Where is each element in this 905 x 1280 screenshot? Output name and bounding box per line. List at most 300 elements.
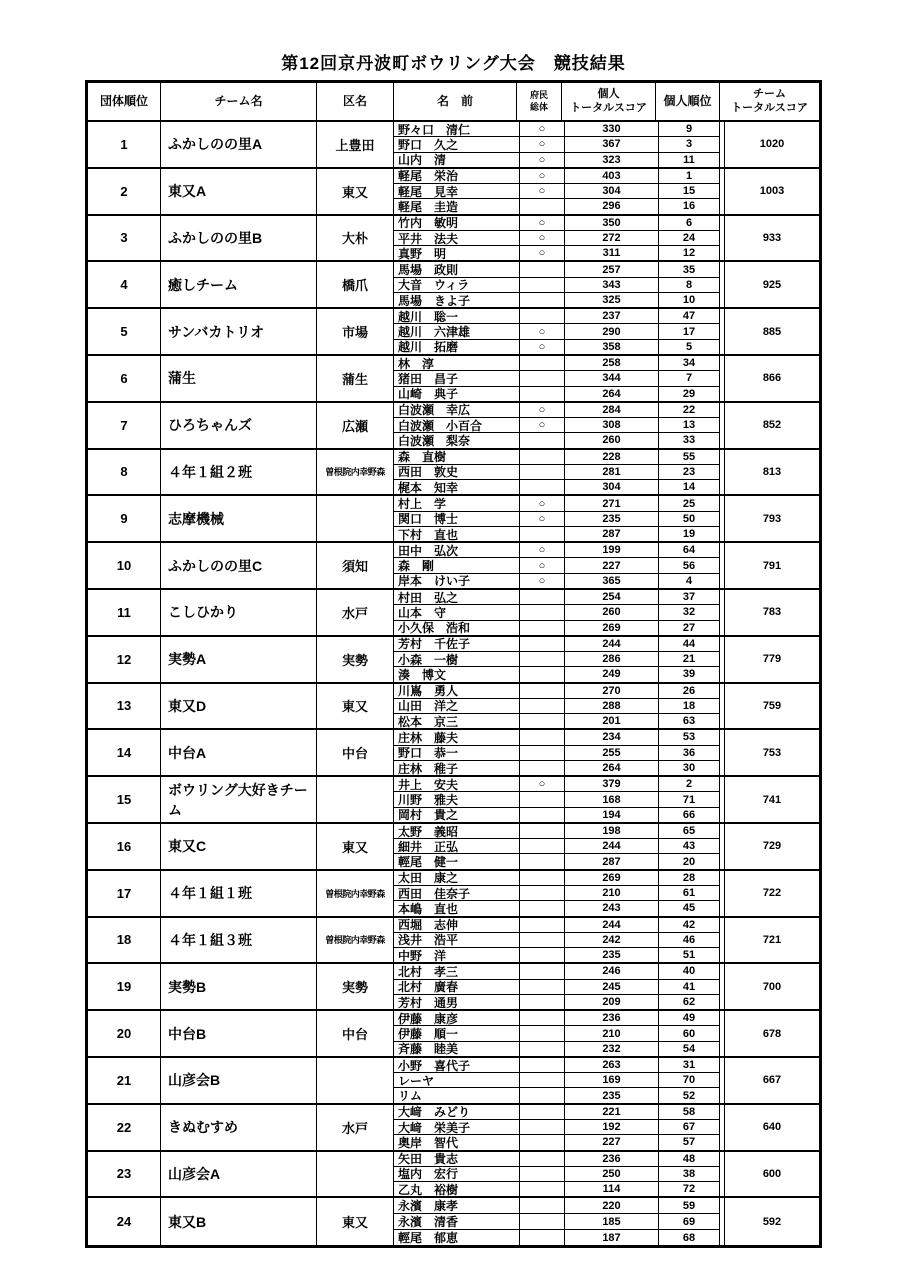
fumin-sotai-mark-cell: ○ bbox=[520, 324, 565, 338]
fumin-sotai-mark-cell bbox=[520, 964, 565, 978]
district-cell: 実勢 bbox=[317, 964, 394, 1009]
individual-total-score-cell: 308 bbox=[565, 418, 659, 432]
team-row bbox=[88, 543, 819, 590]
fumin-sotai-mark-cell bbox=[520, 1088, 565, 1102]
individual-rank-cell: 17 bbox=[659, 324, 720, 338]
member-name-cell: 岸本 けい子 bbox=[394, 574, 520, 588]
fumin-sotai-mark-cell bbox=[520, 527, 565, 541]
individual-total-score-cell: 379 bbox=[565, 777, 659, 791]
team-total-score-cell: 783 bbox=[724, 590, 819, 635]
member-row bbox=[394, 1073, 720, 1088]
individual-total-score-cell: 367 bbox=[565, 137, 659, 151]
member-name-cell: 越川 拓磨 bbox=[394, 340, 520, 354]
member-row bbox=[394, 512, 720, 527]
member-row bbox=[394, 667, 720, 681]
individual-rank-cell: 54 bbox=[659, 1042, 720, 1056]
district-cell: 東又 bbox=[317, 169, 394, 214]
individual-rank-cell: 53 bbox=[659, 730, 720, 744]
fumin-sotai-mark-cell: ○ bbox=[520, 137, 565, 151]
member-name-cell: 浅井 浩平 bbox=[394, 933, 520, 947]
results-table bbox=[85, 80, 822, 1248]
member-name-cell: レーヤ bbox=[394, 1073, 520, 1087]
member-name-cell: 伊藤 康彦 bbox=[394, 1011, 520, 1025]
team-members bbox=[394, 356, 720, 401]
member-row bbox=[394, 684, 720, 699]
individual-total-score-cell: 343 bbox=[565, 278, 659, 292]
district-cell: 水戸 bbox=[317, 590, 394, 635]
individual-total-score-cell: 228 bbox=[565, 450, 659, 464]
fumin-sotai-mark-cell bbox=[520, 278, 565, 292]
member-row bbox=[394, 1042, 720, 1056]
district-cell: 大朴 bbox=[317, 216, 394, 261]
team-name-cell: ４年１組１班 bbox=[161, 871, 317, 916]
individual-rank-cell: 42 bbox=[659, 918, 720, 932]
team-row bbox=[88, 918, 819, 965]
fumin-sotai-mark-cell bbox=[520, 433, 565, 447]
team-row bbox=[88, 1152, 819, 1199]
team-members bbox=[394, 637, 720, 682]
fumin-sotai-mark-cell bbox=[520, 980, 565, 994]
individual-total-score-cell: 254 bbox=[565, 590, 659, 604]
member-name-cell: 山内 清 bbox=[394, 153, 520, 167]
individual-rank-cell: 13 bbox=[659, 418, 720, 432]
individual-total-score-cell: 187 bbox=[565, 1230, 659, 1245]
member-name-cell: 下村 直也 bbox=[394, 527, 520, 541]
individual-total-score-cell: 236 bbox=[565, 1011, 659, 1025]
fumin-sotai-mark-cell bbox=[520, 684, 565, 698]
individual-rank-cell: 68 bbox=[659, 1230, 720, 1245]
member-row bbox=[394, 1214, 720, 1230]
individual-rank-cell: 10 bbox=[659, 293, 720, 307]
team-members bbox=[394, 918, 720, 963]
fumin-sotai-mark-cell: ○ bbox=[520, 403, 565, 417]
team-total-score-cell: 852 bbox=[724, 403, 819, 448]
individual-rank-cell: 61 bbox=[659, 886, 720, 900]
individual-total-score-cell: 210 bbox=[565, 886, 659, 900]
district-cell bbox=[317, 1058, 394, 1103]
table-body bbox=[88, 122, 819, 1245]
individual-total-score-cell: 257 bbox=[565, 262, 659, 276]
individual-total-score-cell: 284 bbox=[565, 403, 659, 417]
team-members bbox=[394, 1058, 720, 1103]
individual-rank-cell: 5 bbox=[659, 340, 720, 354]
team-name-cell: 中台B bbox=[161, 1011, 317, 1056]
team-rank-cell: 6 bbox=[88, 356, 161, 401]
individual-rank-cell: 11 bbox=[659, 153, 720, 167]
individual-rank-cell: 48 bbox=[659, 1152, 720, 1166]
individual-total-score-cell: 209 bbox=[565, 995, 659, 1009]
fumin-sotai-mark-cell bbox=[520, 1152, 565, 1166]
member-name-cell: 北村 廣春 bbox=[394, 980, 520, 994]
team-rank-cell: 16 bbox=[88, 824, 161, 869]
individual-total-score-cell: 250 bbox=[565, 1167, 659, 1181]
member-row bbox=[394, 1026, 720, 1041]
fumin-sotai-mark-cell bbox=[520, 746, 565, 760]
individual-rank-cell: 6 bbox=[659, 216, 720, 230]
member-name-cell: 庄林 藤夫 bbox=[394, 730, 520, 744]
member-name-cell: 白波瀬 梨奈 bbox=[394, 433, 520, 447]
member-name-cell: 白波瀬 幸広 bbox=[394, 403, 520, 417]
individual-rank-cell: 20 bbox=[659, 854, 720, 868]
individual-rank-cell: 24 bbox=[659, 231, 720, 245]
fumin-sotai-mark-cell: ○ bbox=[520, 153, 565, 167]
fumin-sotai-mark-cell bbox=[520, 667, 565, 681]
team-name-cell: 実勢A bbox=[161, 637, 317, 682]
team-row bbox=[88, 590, 819, 637]
team-members bbox=[394, 543, 720, 588]
team-total-score-cell: 925 bbox=[724, 262, 819, 307]
individual-rank-cell: 38 bbox=[659, 1167, 720, 1181]
team-row bbox=[88, 871, 819, 918]
member-row bbox=[394, 216, 720, 231]
member-name-cell: 野々口 清仁 bbox=[394, 122, 520, 136]
individual-rank-cell: 65 bbox=[659, 824, 720, 838]
fumin-sotai-mark-cell bbox=[520, 199, 565, 213]
individual-rank-cell: 30 bbox=[659, 761, 720, 775]
individual-total-score-cell: 246 bbox=[565, 964, 659, 978]
member-name-cell: 林 淳 bbox=[394, 356, 520, 370]
fumin-sotai-mark-cell bbox=[520, 371, 565, 385]
district-cell: 中台 bbox=[317, 730, 394, 775]
team-rank-cell: 21 bbox=[88, 1058, 161, 1103]
individual-total-score-cell: 304 bbox=[565, 184, 659, 198]
team-row bbox=[88, 122, 819, 169]
team-rank-cell: 23 bbox=[88, 1152, 161, 1197]
member-row bbox=[394, 574, 720, 588]
team-name-cell: 山彦会B bbox=[161, 1058, 317, 1103]
individual-total-score-cell: 199 bbox=[565, 543, 659, 557]
team-total-score-cell: 791 bbox=[724, 543, 819, 588]
header-team-total-score: チーム トータルスコア bbox=[731, 87, 808, 114]
member-name-cell: 庄林 稚子 bbox=[394, 761, 520, 775]
team-members bbox=[394, 403, 720, 448]
member-row bbox=[394, 1135, 720, 1149]
individual-total-score-cell: 270 bbox=[565, 684, 659, 698]
individual-rank-cell: 67 bbox=[659, 1120, 720, 1134]
team-rank-cell: 12 bbox=[88, 637, 161, 682]
member-name-cell: 輕尾 郁恵 bbox=[394, 1230, 520, 1245]
individual-rank-cell: 26 bbox=[659, 684, 720, 698]
individual-rank-cell: 71 bbox=[659, 792, 720, 806]
team-row bbox=[88, 637, 819, 684]
fumin-sotai-mark-cell: ○ bbox=[520, 558, 565, 572]
member-row bbox=[394, 964, 720, 979]
team-rank-cell: 8 bbox=[88, 450, 161, 495]
member-row bbox=[394, 652, 720, 667]
individual-rank-cell: 18 bbox=[659, 699, 720, 713]
team-row bbox=[88, 169, 819, 216]
fumin-sotai-mark-cell bbox=[520, 652, 565, 666]
page-title: 第12回京丹波町ボウリング大会 競技結果 bbox=[281, 54, 626, 73]
member-name-cell: 輕尾 健一 bbox=[394, 854, 520, 868]
team-rank-cell: 18 bbox=[88, 918, 161, 963]
team-total-score-cell: 722 bbox=[724, 871, 819, 916]
team-rank-cell: 24 bbox=[88, 1198, 161, 1245]
district-cell: 市場 bbox=[317, 309, 394, 354]
fumin-sotai-mark-cell bbox=[520, 839, 565, 853]
district-cell bbox=[317, 777, 394, 822]
individual-total-score-cell: 242 bbox=[565, 933, 659, 947]
fumin-sotai-mark-cell: ○ bbox=[520, 169, 565, 183]
member-row bbox=[394, 590, 720, 605]
individual-rank-cell: 35 bbox=[659, 262, 720, 276]
member-name-cell: 塩内 宏行 bbox=[394, 1167, 520, 1181]
team-rank-cell: 14 bbox=[88, 730, 161, 775]
team-total-score-cell: 667 bbox=[724, 1058, 819, 1103]
team-row bbox=[88, 496, 819, 543]
fumin-sotai-mark-cell: ○ bbox=[520, 543, 565, 557]
individual-rank-cell: 22 bbox=[659, 403, 720, 417]
team-row bbox=[88, 309, 819, 356]
individual-total-score-cell: 350 bbox=[565, 216, 659, 230]
fumin-sotai-mark-cell bbox=[520, 1135, 565, 1149]
individual-rank-cell: 64 bbox=[659, 543, 720, 557]
member-name-cell: 平井 法夫 bbox=[394, 231, 520, 245]
individual-rank-cell: 60 bbox=[659, 1026, 720, 1040]
fumin-sotai-mark-cell bbox=[520, 933, 565, 947]
member-row bbox=[394, 324, 720, 339]
member-name-cell: 芳村 通男 bbox=[394, 995, 520, 1009]
member-name-cell: 村上 学 bbox=[394, 496, 520, 510]
member-row bbox=[394, 465, 720, 480]
team-name-cell: 東又C bbox=[161, 824, 317, 869]
member-name-cell: 軽尾 見幸 bbox=[394, 184, 520, 198]
individual-total-score-cell: 114 bbox=[565, 1182, 659, 1196]
fumin-sotai-mark-cell bbox=[520, 1011, 565, 1025]
member-row bbox=[394, 309, 720, 324]
fumin-sotai-mark-cell: ○ bbox=[520, 777, 565, 791]
fumin-sotai-mark-cell bbox=[520, 605, 565, 619]
team-total-score-cell: 721 bbox=[724, 918, 819, 963]
member-name-cell: 川野 雅夫 bbox=[394, 792, 520, 806]
member-row bbox=[394, 777, 720, 792]
individual-total-score-cell: 169 bbox=[565, 1073, 659, 1087]
team-rank-cell: 11 bbox=[88, 590, 161, 635]
member-row bbox=[394, 1198, 720, 1214]
individual-rank-cell: 7 bbox=[659, 371, 720, 385]
team-total-score-cell: 1003 bbox=[724, 169, 819, 214]
individual-rank-cell: 58 bbox=[659, 1105, 720, 1119]
header-individual-total-score: 個人 トータルスコア bbox=[562, 83, 656, 120]
fumin-sotai-mark-cell bbox=[520, 792, 565, 806]
individual-total-score-cell: 232 bbox=[565, 1042, 659, 1056]
individual-rank-cell: 40 bbox=[659, 964, 720, 978]
individual-total-score-cell: 255 bbox=[565, 746, 659, 760]
team-total-score-cell: 779 bbox=[724, 637, 819, 682]
individual-total-score-cell: 323 bbox=[565, 153, 659, 167]
member-name-cell: 川嶌 勇人 bbox=[394, 684, 520, 698]
team-name-cell: 中台A bbox=[161, 730, 317, 775]
individual-total-score-cell: 344 bbox=[565, 371, 659, 385]
team-total-score-cell: 1020 bbox=[724, 122, 819, 167]
team-total-score-cell: 640 bbox=[724, 1105, 819, 1150]
individual-total-score-cell: 192 bbox=[565, 1120, 659, 1134]
team-name-cell: 東又D bbox=[161, 684, 317, 729]
individual-rank-cell: 66 bbox=[659, 808, 720, 822]
fumin-sotai-mark-cell bbox=[520, 480, 565, 494]
fumin-sotai-mark-cell bbox=[520, 918, 565, 932]
district-cell: 曽根院内幸野森 bbox=[317, 918, 394, 963]
header-individual-rank: 個人順位 bbox=[656, 83, 720, 120]
member-name-cell: 本嶋 直也 bbox=[394, 901, 520, 915]
member-name-cell: 芳村 千佐子 bbox=[394, 637, 520, 651]
member-name-cell: 山田 洋之 bbox=[394, 699, 520, 713]
fumin-sotai-mark-cell bbox=[520, 450, 565, 464]
member-name-cell: 村田 弘之 bbox=[394, 590, 520, 604]
individual-total-score-cell: 236 bbox=[565, 1152, 659, 1166]
team-total-score-cell: 678 bbox=[724, 1011, 819, 1056]
member-name-cell: 越川 聡一 bbox=[394, 309, 520, 323]
member-row bbox=[394, 605, 720, 620]
team-members bbox=[394, 964, 720, 1009]
member-name-cell: 大﨑 栄美子 bbox=[394, 1120, 520, 1134]
individual-rank-cell: 25 bbox=[659, 496, 720, 510]
individual-rank-cell: 62 bbox=[659, 995, 720, 1009]
fumin-sotai-mark-cell bbox=[520, 293, 565, 307]
team-total-score-cell: 866 bbox=[724, 356, 819, 401]
team-rank-cell: 17 bbox=[88, 871, 161, 916]
team-total-score-cell: 933 bbox=[724, 216, 819, 261]
team-total-score-cell: 793 bbox=[724, 496, 819, 541]
member-name-cell: 岡村 貴之 bbox=[394, 808, 520, 822]
member-row bbox=[394, 948, 720, 962]
team-row bbox=[88, 450, 819, 497]
individual-total-score-cell: 185 bbox=[565, 1214, 659, 1229]
individual-rank-cell: 56 bbox=[659, 558, 720, 572]
team-members bbox=[394, 590, 720, 635]
fumin-sotai-mark-cell bbox=[520, 1214, 565, 1229]
team-row bbox=[88, 824, 819, 871]
individual-rank-cell: 41 bbox=[659, 980, 720, 994]
member-row bbox=[394, 480, 720, 494]
district-cell: 橋爪 bbox=[317, 262, 394, 307]
team-row bbox=[88, 403, 819, 450]
team-rank-cell: 7 bbox=[88, 403, 161, 448]
individual-rank-cell: 4 bbox=[659, 574, 720, 588]
member-name-cell: 永濱 清香 bbox=[394, 1214, 520, 1229]
individual-total-score-cell: 237 bbox=[565, 309, 659, 323]
team-name-cell: 山彦会A bbox=[161, 1152, 317, 1197]
team-name-cell: ４年１組３班 bbox=[161, 918, 317, 963]
team-name-cell: サンバカトリオ bbox=[161, 309, 317, 354]
individual-rank-cell: 57 bbox=[659, 1135, 720, 1149]
fumin-sotai-mark-cell bbox=[520, 1230, 565, 1245]
member-name-cell: 中野 洋 bbox=[394, 948, 520, 962]
member-row bbox=[394, 450, 720, 465]
individual-total-score-cell: 245 bbox=[565, 980, 659, 994]
member-name-cell: 永濱 康孝 bbox=[394, 1198, 520, 1213]
member-row bbox=[394, 1058, 720, 1073]
individual-rank-cell: 28 bbox=[659, 871, 720, 885]
member-name-cell: 北村 孝三 bbox=[394, 964, 520, 978]
member-row bbox=[394, 293, 720, 307]
member-name-cell: 西田 敦史 bbox=[394, 465, 520, 479]
header-team-rank: 団体順位 bbox=[88, 83, 161, 120]
member-row bbox=[394, 1152, 720, 1167]
individual-rank-cell: 32 bbox=[659, 605, 720, 619]
district-cell bbox=[317, 1152, 394, 1197]
fumin-sotai-mark-cell bbox=[520, 901, 565, 915]
member-name-cell: 野口 久之 bbox=[394, 137, 520, 151]
fumin-sotai-mark-cell: ○ bbox=[520, 512, 565, 526]
individual-total-score-cell: 234 bbox=[565, 730, 659, 744]
individual-total-score-cell: 290 bbox=[565, 324, 659, 338]
team-members bbox=[394, 1152, 720, 1197]
individual-total-score-cell: 264 bbox=[565, 761, 659, 775]
team-members bbox=[394, 824, 720, 869]
team-name-cell: ボウリング大好きチーム bbox=[161, 777, 317, 822]
fumin-sotai-mark-cell bbox=[520, 808, 565, 822]
member-name-cell: 太田 康之 bbox=[394, 871, 520, 885]
team-name-cell: こしひかり bbox=[161, 590, 317, 635]
individual-rank-cell: 15 bbox=[659, 184, 720, 198]
district-cell: 中台 bbox=[317, 1011, 394, 1056]
fumin-sotai-mark-cell bbox=[520, 262, 565, 276]
fumin-sotai-mark-cell bbox=[520, 637, 565, 651]
team-total-score-cell: 741 bbox=[724, 777, 819, 822]
team-members bbox=[394, 450, 720, 495]
team-row bbox=[88, 262, 819, 309]
member-name-cell: 細井 正弘 bbox=[394, 839, 520, 853]
individual-total-score-cell: 365 bbox=[565, 574, 659, 588]
member-row bbox=[394, 199, 720, 213]
member-name-cell: 軽尾 圭造 bbox=[394, 199, 520, 213]
individual-rank-cell: 2 bbox=[659, 777, 720, 791]
member-row bbox=[394, 169, 720, 184]
team-name-cell: 東又B bbox=[161, 1198, 317, 1245]
individual-total-score-cell: 235 bbox=[565, 1088, 659, 1102]
district-cell bbox=[317, 496, 394, 541]
team-name-cell: 実勢B bbox=[161, 964, 317, 1009]
member-name-cell: 馬場 政則 bbox=[394, 262, 520, 276]
team-members bbox=[394, 777, 720, 822]
member-name-cell: 山本 守 bbox=[394, 605, 520, 619]
header-district: 区名 bbox=[317, 83, 394, 120]
team-row bbox=[88, 730, 819, 777]
individual-rank-cell: 39 bbox=[659, 667, 720, 681]
member-name-cell: 森 直樹 bbox=[394, 450, 520, 464]
team-rank-cell: 2 bbox=[88, 169, 161, 214]
member-row bbox=[394, 278, 720, 293]
member-row bbox=[394, 714, 720, 728]
member-row bbox=[394, 839, 720, 854]
member-name-cell: 伊藤 順一 bbox=[394, 1026, 520, 1040]
fumin-sotai-mark-cell: ○ bbox=[520, 231, 565, 245]
fumin-sotai-mark-cell bbox=[520, 1042, 565, 1056]
member-row bbox=[394, 153, 720, 167]
fumin-sotai-mark-cell bbox=[520, 871, 565, 885]
district-cell: 東又 bbox=[317, 1198, 394, 1245]
member-row bbox=[394, 387, 720, 401]
member-row bbox=[394, 699, 720, 714]
header-fumin-sotai: 府民 総体 bbox=[517, 83, 562, 120]
individual-rank-cell: 49 bbox=[659, 1011, 720, 1025]
team-rank-cell: 15 bbox=[88, 777, 161, 822]
team-row bbox=[88, 1058, 819, 1105]
member-name-cell: 奥岸 智代 bbox=[394, 1135, 520, 1149]
member-row bbox=[394, 543, 720, 558]
member-row bbox=[394, 1011, 720, 1026]
member-row bbox=[394, 1105, 720, 1120]
member-name-cell: 矢田 貴志 bbox=[394, 1152, 520, 1166]
individual-total-score-cell: 198 bbox=[565, 824, 659, 838]
member-row bbox=[394, 871, 720, 886]
individual-rank-cell: 34 bbox=[659, 356, 720, 370]
individual-rank-cell: 52 bbox=[659, 1088, 720, 1102]
individual-total-score-cell: 244 bbox=[565, 918, 659, 932]
individual-total-score-cell: 269 bbox=[565, 621, 659, 635]
team-rank-cell: 1 bbox=[88, 122, 161, 167]
